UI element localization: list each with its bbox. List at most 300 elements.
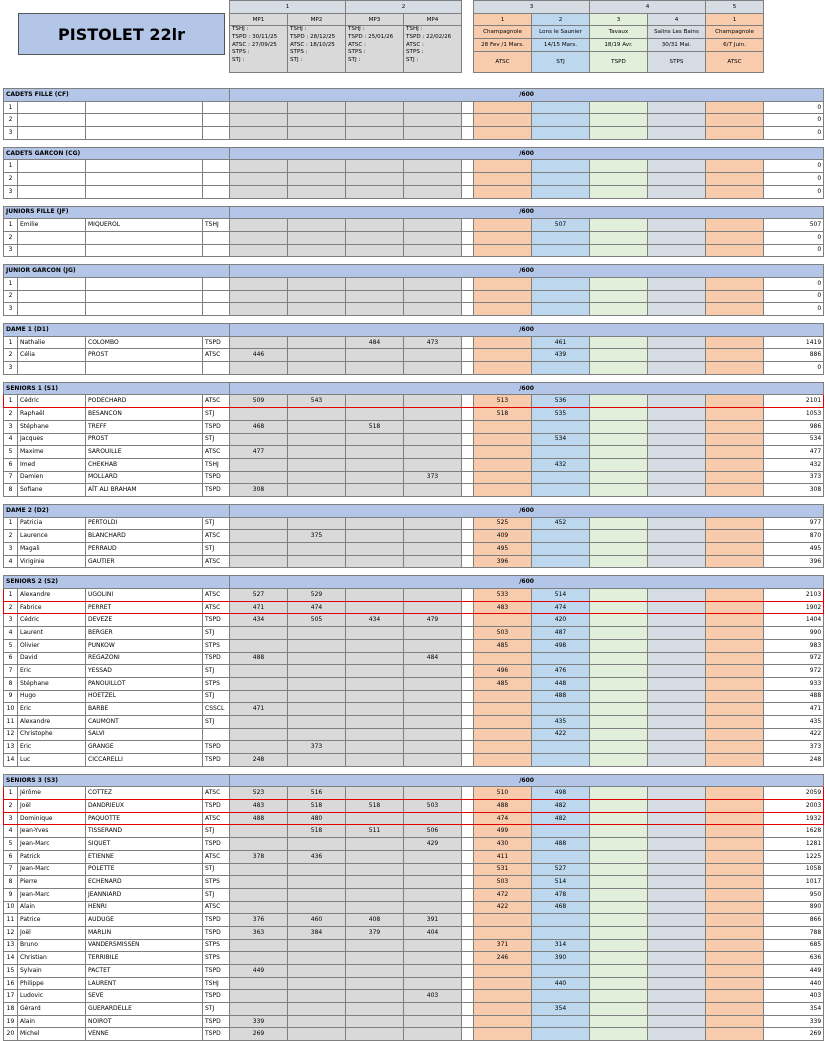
competition-score-cell bbox=[706, 114, 764, 127]
mp-score-cell bbox=[404, 114, 462, 127]
competition-score-cell bbox=[706, 614, 764, 627]
competition-score-cell bbox=[590, 901, 648, 914]
competition-score-cell: 518 bbox=[474, 408, 532, 421]
total-cell: 1058 bbox=[764, 863, 824, 876]
section-header bbox=[4, 504, 824, 517]
competition-score-cell: 498 bbox=[532, 639, 590, 652]
first-name-cell: Gérard bbox=[18, 1003, 86, 1016]
table-row bbox=[4, 901, 824, 914]
club-cell: TSPD bbox=[203, 914, 230, 927]
competition-score-cell: 452 bbox=[532, 517, 590, 530]
mp-score-cell bbox=[288, 517, 346, 530]
competition-score-cell bbox=[590, 652, 648, 665]
last-name-cell bbox=[86, 101, 203, 114]
mp-score-cell bbox=[230, 517, 288, 530]
competition-score-cell bbox=[648, 114, 706, 127]
first-name-cell: Ludovic bbox=[18, 990, 86, 1003]
mp-score-cell bbox=[404, 127, 462, 140]
club-cell: ATSC bbox=[203, 555, 230, 568]
competition-score-cell bbox=[474, 703, 532, 716]
first-name-cell bbox=[18, 101, 86, 114]
mp-score-cell: 308 bbox=[230, 484, 288, 497]
section-header bbox=[4, 382, 824, 395]
first-name-cell: Alexandre bbox=[18, 589, 86, 602]
competition-score-cell bbox=[648, 173, 706, 186]
competition-score-cell bbox=[474, 127, 532, 140]
mp-score-cell bbox=[288, 101, 346, 114]
competition-score-cell bbox=[648, 677, 706, 690]
competition-score-cell: 246 bbox=[474, 952, 532, 965]
competition-score-cell bbox=[590, 639, 648, 652]
mp-score-cell bbox=[230, 530, 288, 543]
mp-score-cell bbox=[404, 173, 462, 186]
total-cell: 972 bbox=[764, 652, 824, 665]
mp-score-cell: 543 bbox=[288, 395, 346, 408]
gap-cell bbox=[462, 1028, 474, 1041]
competition-score-cell bbox=[648, 446, 706, 459]
club-cell: ATSC bbox=[203, 787, 230, 800]
competition-score-cell bbox=[706, 244, 764, 257]
mp-score-cell bbox=[346, 876, 404, 889]
competition-score-cell: 485 bbox=[474, 639, 532, 652]
competition-score-cell bbox=[648, 812, 706, 825]
comp-date: 18/19 Avr. bbox=[590, 39, 648, 52]
rank-cell: 9 bbox=[4, 690, 18, 703]
competition-score-cell bbox=[474, 614, 532, 627]
rank-cell: 14 bbox=[4, 952, 18, 965]
comp-date: 14/15 Mars. bbox=[532, 39, 590, 52]
competition-score-cell bbox=[648, 336, 706, 349]
club-cell: TSPD bbox=[203, 965, 230, 978]
competition-score-cell bbox=[532, 173, 590, 186]
mp-score-cell: 511 bbox=[346, 825, 404, 838]
mp3-info: TSHJ : TSPD : 25/01/26 ATSC : STPS : STJ : bbox=[346, 26, 404, 73]
mp-score-cell bbox=[346, 433, 404, 446]
competition-score-cell bbox=[532, 484, 590, 497]
competition-score-cell bbox=[648, 754, 706, 767]
rank-cell: 2 bbox=[4, 173, 18, 186]
total-cell: 534 bbox=[764, 433, 824, 446]
mp-score-cell bbox=[230, 101, 288, 114]
mp-score-cell bbox=[230, 160, 288, 173]
gap-cell bbox=[462, 446, 474, 459]
competition-score-cell bbox=[474, 244, 532, 257]
mp-score-cell bbox=[404, 754, 462, 767]
mp-score-cell: 408 bbox=[346, 914, 404, 927]
table-row bbox=[4, 939, 824, 952]
total-cell: 1404 bbox=[764, 614, 824, 627]
competition-score-cell bbox=[706, 601, 764, 614]
club-cell: STJ bbox=[203, 715, 230, 728]
table-row bbox=[4, 471, 824, 484]
competition-score-cell bbox=[706, 703, 764, 716]
mp-score-cell bbox=[346, 787, 404, 800]
competition-score-cell: 409 bbox=[474, 530, 532, 543]
mp-score-cell bbox=[288, 1028, 346, 1041]
table-row bbox=[4, 160, 824, 173]
club-cell: TSPD bbox=[203, 336, 230, 349]
mp-score-cell bbox=[404, 303, 462, 316]
gap-cell bbox=[462, 458, 474, 471]
competition-score-cell bbox=[590, 433, 648, 446]
rank-cell: 13 bbox=[4, 939, 18, 952]
competition-score-cell bbox=[590, 754, 648, 767]
mp-score-cell bbox=[346, 589, 404, 602]
competition-score-cell: 496 bbox=[474, 665, 532, 678]
mp-score-cell bbox=[346, 627, 404, 640]
mp-score-cell: 404 bbox=[404, 926, 462, 939]
mp-score-cell bbox=[288, 639, 346, 652]
competition-score-cell bbox=[590, 336, 648, 349]
competition-score-cell bbox=[706, 101, 764, 114]
total-cell: 449 bbox=[764, 965, 824, 978]
rank-cell: 15 bbox=[4, 965, 18, 978]
total-cell: 396 bbox=[764, 555, 824, 568]
last-name-cell: POLETTE bbox=[86, 863, 203, 876]
last-name-cell: PAQUOTTE bbox=[86, 812, 203, 825]
comp-number: 4 bbox=[648, 13, 706, 26]
mp-score-cell bbox=[288, 290, 346, 303]
mp-score-cell bbox=[230, 876, 288, 889]
first-name-cell: Jean-Marc bbox=[18, 888, 86, 901]
competition-score-cell bbox=[590, 952, 648, 965]
competition-score-cell bbox=[590, 850, 648, 863]
last-name-cell: SALVI bbox=[86, 728, 203, 741]
club-cell bbox=[203, 114, 230, 127]
mp-score-cell bbox=[230, 543, 288, 556]
competition-score-cell bbox=[648, 543, 706, 556]
club-cell: STJ bbox=[203, 825, 230, 838]
mp-score-cell: 488 bbox=[230, 812, 288, 825]
gap-cell bbox=[462, 741, 474, 754]
table-row bbox=[4, 888, 824, 901]
total-cell: 1053 bbox=[764, 408, 824, 421]
club-cell: STJ bbox=[203, 517, 230, 530]
rank-cell: 1 bbox=[4, 336, 18, 349]
club-cell: TSPD bbox=[203, 1015, 230, 1028]
mp-score-cell bbox=[288, 408, 346, 421]
mp-score-cell: 484 bbox=[404, 652, 462, 665]
club-cell bbox=[203, 277, 230, 290]
mp-score-cell bbox=[404, 601, 462, 614]
competition-score-cell bbox=[706, 812, 764, 825]
competition-score-cell bbox=[706, 219, 764, 232]
mp-score-cell bbox=[404, 812, 462, 825]
table-row bbox=[4, 690, 824, 703]
mp-score-cell bbox=[346, 850, 404, 863]
competition-score-cell: 495 bbox=[474, 543, 532, 556]
last-name-cell: GRANGE bbox=[86, 741, 203, 754]
club-cell: TSPD bbox=[203, 420, 230, 433]
gap-cell bbox=[462, 952, 474, 965]
mp-score-cell bbox=[288, 715, 346, 728]
competition-score-cell bbox=[590, 277, 648, 290]
mp-score-cell bbox=[404, 244, 462, 257]
competition-score-cell bbox=[706, 446, 764, 459]
competition-score-cell bbox=[648, 303, 706, 316]
competition-score-cell bbox=[648, 517, 706, 530]
mp-score-cell bbox=[230, 290, 288, 303]
competition-score-cell: 482 bbox=[532, 812, 590, 825]
table-row bbox=[4, 349, 824, 362]
competition-score-cell: 503 bbox=[474, 876, 532, 889]
mp-score-cell bbox=[404, 665, 462, 678]
mp-score-cell bbox=[288, 703, 346, 716]
competition-score-cell: 483 bbox=[474, 601, 532, 614]
table-row bbox=[4, 517, 824, 530]
mp-score-cell bbox=[404, 741, 462, 754]
competition-score-cell bbox=[590, 614, 648, 627]
rank-cell: 7 bbox=[4, 471, 18, 484]
mp-score-cell bbox=[346, 652, 404, 665]
mp-score-cell bbox=[404, 589, 462, 602]
competition-score-cell: 430 bbox=[474, 838, 532, 851]
mp-score-cell bbox=[404, 446, 462, 459]
competition-score-cell bbox=[706, 825, 764, 838]
comp-place: Champagnole bbox=[474, 26, 532, 39]
total-cell: 685 bbox=[764, 939, 824, 952]
table-row bbox=[4, 101, 824, 114]
club-cell bbox=[203, 303, 230, 316]
mp-score-cell bbox=[346, 349, 404, 362]
competition-score-cell bbox=[706, 977, 764, 990]
mp-score-cell bbox=[288, 977, 346, 990]
comp-number: 1 bbox=[706, 13, 764, 26]
competition-score-cell bbox=[474, 728, 532, 741]
first-name-cell: Fabrice bbox=[18, 601, 86, 614]
mp-score-cell bbox=[404, 952, 462, 965]
mp-score-cell bbox=[288, 484, 346, 497]
competition-score-cell bbox=[474, 290, 532, 303]
ranking-table bbox=[3, 88, 824, 1041]
section-header bbox=[4, 89, 824, 102]
last-name-cell bbox=[86, 185, 203, 198]
mp-score-cell bbox=[230, 990, 288, 1003]
competition-score-cell bbox=[590, 990, 648, 1003]
table-row bbox=[4, 1028, 824, 1041]
mp-score-cell bbox=[346, 484, 404, 497]
competition-score-cell: 514 bbox=[532, 589, 590, 602]
last-name-cell: VANDERSMISSEN bbox=[86, 939, 203, 952]
competition-score-cell bbox=[590, 160, 648, 173]
competition-score-cell bbox=[532, 1015, 590, 1028]
table-row bbox=[4, 876, 824, 889]
competition-score-cell bbox=[590, 349, 648, 362]
mp-score-cell bbox=[288, 349, 346, 362]
competition-score-cell bbox=[648, 362, 706, 375]
mp-score-cell bbox=[230, 627, 288, 640]
mp-score-cell bbox=[230, 114, 288, 127]
gap-cell bbox=[462, 965, 474, 978]
mp-score-cell bbox=[230, 825, 288, 838]
last-name-cell: PERRET bbox=[86, 601, 203, 614]
competition-score-cell bbox=[590, 589, 648, 602]
mp-score-cell bbox=[346, 127, 404, 140]
total-cell: 432 bbox=[764, 458, 824, 471]
competition-score-cell: 474 bbox=[474, 812, 532, 825]
mp-score-cell: 484 bbox=[346, 336, 404, 349]
competition-score-cell: 472 bbox=[474, 888, 532, 901]
competition-score-cell: 535 bbox=[532, 408, 590, 421]
last-name-cell: COTTEZ bbox=[86, 787, 203, 800]
competition-score-cell bbox=[590, 876, 648, 889]
section-spacer bbox=[4, 374, 824, 382]
first-name-cell: Jacques bbox=[18, 433, 86, 446]
gap-cell bbox=[462, 703, 474, 716]
mp-score-cell bbox=[346, 530, 404, 543]
competition-score-cell: 510 bbox=[474, 787, 532, 800]
competition-score-cell bbox=[474, 914, 532, 927]
competition-score-cell bbox=[590, 231, 648, 244]
gap-cell bbox=[462, 349, 474, 362]
mp-score-cell bbox=[346, 173, 404, 186]
table-row bbox=[4, 952, 824, 965]
last-name-cell: BERGER bbox=[86, 627, 203, 640]
competition-score-cell bbox=[590, 863, 648, 876]
mp-score-cell bbox=[404, 677, 462, 690]
last-name-cell bbox=[86, 114, 203, 127]
competition-score-cell bbox=[648, 926, 706, 939]
gap-cell bbox=[462, 754, 474, 767]
gap-cell bbox=[462, 812, 474, 825]
last-name-cell: BLANCHARD bbox=[86, 530, 203, 543]
mp-score-cell: 375 bbox=[288, 530, 346, 543]
first-name-cell bbox=[18, 185, 86, 198]
competition-score-cell bbox=[474, 303, 532, 316]
competition-score-cell bbox=[648, 690, 706, 703]
competition-score-cell bbox=[706, 160, 764, 173]
mp-score-cell bbox=[404, 965, 462, 978]
competition-score-cell bbox=[648, 715, 706, 728]
last-name-cell: BESANCON bbox=[86, 408, 203, 421]
last-name-cell: GAUTIER bbox=[86, 555, 203, 568]
total-cell: 0 bbox=[764, 127, 824, 140]
section-title: SENIORS 3 (S3) bbox=[4, 774, 230, 787]
last-name-cell: CHEKHAB bbox=[86, 458, 203, 471]
gap-cell bbox=[462, 395, 474, 408]
competition-score-cell bbox=[706, 173, 764, 186]
mp-score-cell bbox=[346, 601, 404, 614]
last-name-cell: TISSERAND bbox=[86, 825, 203, 838]
competition-score-cell bbox=[474, 754, 532, 767]
mp-score-cell bbox=[346, 665, 404, 678]
competition-score-cell bbox=[590, 173, 648, 186]
competition-score-cell bbox=[648, 1015, 706, 1028]
gap-cell bbox=[462, 471, 474, 484]
competition-score-cell bbox=[706, 185, 764, 198]
mp-score-cell bbox=[346, 863, 404, 876]
competition-score-cell bbox=[590, 362, 648, 375]
comp-number: 2 bbox=[532, 13, 590, 26]
mp-score-cell bbox=[346, 446, 404, 459]
gap-cell bbox=[462, 838, 474, 851]
competition-score-cell bbox=[532, 290, 590, 303]
section-max-score: /600 bbox=[230, 382, 824, 395]
total-cell: 983 bbox=[764, 639, 824, 652]
competition-score-cell bbox=[590, 1003, 648, 1016]
mp-score-cell bbox=[404, 420, 462, 433]
club-cell bbox=[203, 185, 230, 198]
mp-score-cell bbox=[346, 231, 404, 244]
competition-score-cell: 488 bbox=[474, 800, 532, 813]
competition-score-cell bbox=[474, 160, 532, 173]
section-spacer bbox=[4, 568, 824, 576]
club-cell: TSPD bbox=[203, 800, 230, 813]
total-cell: 354 bbox=[764, 1003, 824, 1016]
gap-cell bbox=[462, 665, 474, 678]
competition-score-cell: 499 bbox=[474, 825, 532, 838]
club-cell bbox=[203, 290, 230, 303]
competition-score-cell bbox=[474, 1015, 532, 1028]
total-cell: 507 bbox=[764, 219, 824, 232]
competition-score-cell bbox=[532, 471, 590, 484]
mp-score-cell: 446 bbox=[230, 349, 288, 362]
mp-score-cell bbox=[346, 1003, 404, 1016]
club-cell: TSHJ bbox=[203, 219, 230, 232]
last-name-cell: SAROUILLE bbox=[86, 446, 203, 459]
gap-cell bbox=[462, 160, 474, 173]
competition-score-cell bbox=[706, 349, 764, 362]
mp-score-cell bbox=[346, 690, 404, 703]
table-row bbox=[4, 652, 824, 665]
mp-score-cell bbox=[288, 652, 346, 665]
competition-score-cell bbox=[648, 652, 706, 665]
last-name-cell: PROST bbox=[86, 349, 203, 362]
rank-cell: 4 bbox=[4, 825, 18, 838]
rank-cell: 12 bbox=[4, 926, 18, 939]
mp-score-cell bbox=[346, 741, 404, 754]
competition-score-cell bbox=[706, 926, 764, 939]
total-cell: 0 bbox=[764, 185, 824, 198]
competition-score-cell: 488 bbox=[532, 690, 590, 703]
rank-cell: 18 bbox=[4, 1003, 18, 1016]
table-row bbox=[4, 290, 824, 303]
mp-score-cell bbox=[230, 244, 288, 257]
competition-score-cell bbox=[648, 901, 706, 914]
club-cell bbox=[203, 101, 230, 114]
competition-score-cell bbox=[590, 939, 648, 952]
table-row bbox=[4, 185, 824, 198]
competition-score-cell bbox=[590, 446, 648, 459]
club-cell: STJ bbox=[203, 1003, 230, 1016]
first-name-cell bbox=[18, 173, 86, 186]
mp-score-cell bbox=[346, 838, 404, 851]
competition-score-cell bbox=[648, 601, 706, 614]
club-cell: CSSCL bbox=[203, 703, 230, 716]
rank-cell: 3 bbox=[4, 185, 18, 198]
mp-score-cell bbox=[230, 901, 288, 914]
mp-score-cell bbox=[346, 952, 404, 965]
first-name-cell: Jérôme bbox=[18, 787, 86, 800]
competition-score-cell bbox=[474, 362, 532, 375]
mp-score-cell bbox=[288, 543, 346, 556]
mp-score-cell bbox=[230, 690, 288, 703]
rank-cell: 1 bbox=[4, 589, 18, 602]
mp-score-cell bbox=[346, 977, 404, 990]
table-row bbox=[4, 825, 824, 838]
mp-score-cell: 391 bbox=[404, 914, 462, 927]
table-row bbox=[4, 362, 824, 375]
mp-score-cell: 363 bbox=[230, 926, 288, 939]
competition-score-cell bbox=[474, 173, 532, 186]
table-row bbox=[4, 543, 824, 556]
total-cell: 440 bbox=[764, 977, 824, 990]
first-name-cell bbox=[18, 277, 86, 290]
section-header bbox=[4, 265, 824, 278]
first-name-cell: Alain bbox=[18, 1015, 86, 1028]
mp-score-cell: 518 bbox=[346, 420, 404, 433]
total-cell: 886 bbox=[764, 349, 824, 362]
